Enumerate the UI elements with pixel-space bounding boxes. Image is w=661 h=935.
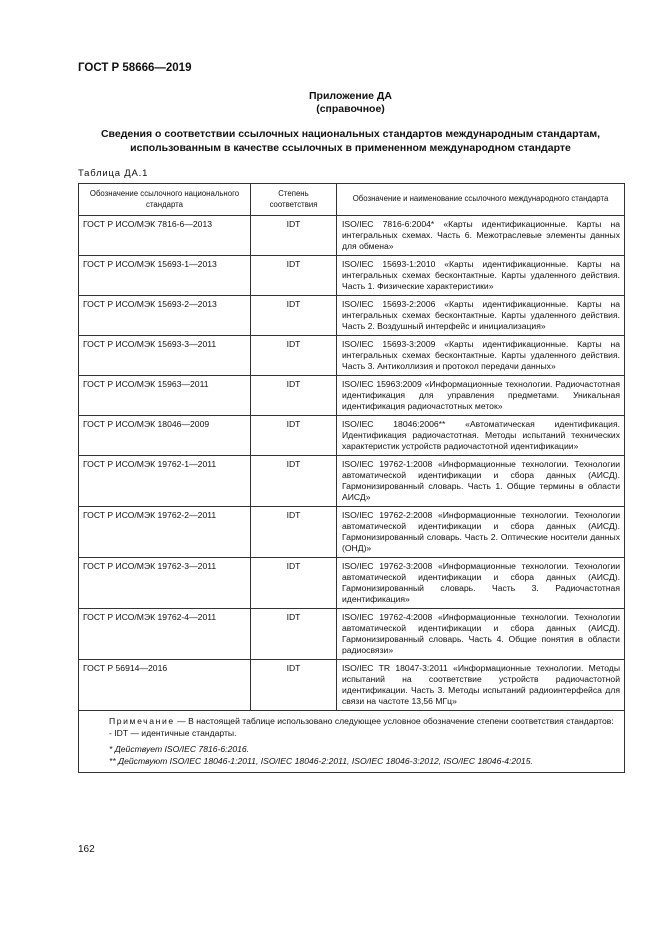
degree-cell: IDT: [251, 336, 337, 376]
national-standard-cell: ГОСТ Р ИСО/МЭК 18046—2009: [79, 416, 251, 456]
note-label: Примечание: [109, 716, 175, 726]
table-row: [79, 296, 625, 336]
table-body: [79, 216, 625, 711]
column-header-national: Обозначение ссылочного национального стандарта: [79, 184, 251, 216]
note-row: [79, 711, 625, 773]
international-standard-cell: ISO/IEC 19762-4:2008 «Информационные технологии. Технологии автоматической идентификации и сбора данных (АИСД). Гармонизированный словарь. Часть 4. Общие понятия в области радиосвязи»: [337, 609, 625, 660]
international-standard-cell: ISO/IEC 19762-3:2008 «Информационные технологии. Технологии автоматической идентификации и сбора данных (АИСД). Гармонизированный словарь. Часть 3. Радиочастотная идентификация»: [337, 558, 625, 609]
note-item: - IDT — идентичные стандарты.: [109, 727, 237, 738]
international-standard-cell: ISO/IEC 7816-6:2004* «Карты идентификационные. Карты на интегральных схемах. Часть 6. Межотраслевые элементы данных для обмена»: [337, 216, 625, 256]
table-row: [79, 609, 625, 660]
appendix-heading: [78, 90, 623, 116]
international-standard-cell: ISO/IEC TR 18047-3:2011 «Информационные технологии. Методы испытаний на соответствие устройств радиочастотной идентификации. Часть 3. Методы испытаний радиоинтерфейса для связи на частоте 13,56 МГц»: [337, 660, 625, 711]
note-cell: [79, 711, 625, 773]
table-row: [79, 558, 625, 609]
table-header-row: [79, 184, 625, 216]
international-standard-cell: ISO/IEC 15693-3:2009 «Карты идентификационные. Карты на интегральных схемах бесконтактные. Карты удаленного действия. Часть 3. Антиколлизия и протокол передачи данных»: [337, 336, 625, 376]
national-standard-cell: ГОСТ Р ИСО/МЭК 19762-2—2011: [79, 507, 251, 558]
footnote: ** Действуют ISO/IEC 18046-1:2011, ISO/IEC 18046-2:2011, ISO/IEC 18046-3:2012, ISO/IEC 18046-4:2015.: [109, 755, 533, 766]
international-standard-cell: ISO/IEC 15693-2:2006 «Карты идентификационные. Карты на интегральных схемах бесконтактные. Карты удаленного действия. Часть 2. Воздушный интерфейс и инициализация»: [337, 296, 625, 336]
international-standard-cell: ISO/IEC 15693-1:2010 «Карты идентификационные. Карты на интегральных схемах бесконтактные. Карты удаленного действия. Часть 1. Физические характеристики»: [337, 256, 625, 296]
column-header-degree: Степень соответствия: [251, 184, 337, 216]
appendix-subtitle: (справочное): [316, 103, 385, 115]
degree-cell: IDT: [251, 216, 337, 256]
note-paragraph: [87, 716, 616, 728]
document-code: ГОСТ Р 58666—2019: [78, 62, 192, 74]
degree-cell: IDT: [251, 416, 337, 456]
table-row: [79, 456, 625, 507]
degree-cell: IDT: [251, 256, 337, 296]
column-header-international: Обозначение и наименование ссылочного международного стандарта: [337, 184, 625, 216]
table-row: [79, 507, 625, 558]
table-row: [79, 376, 625, 416]
section-title-line: Сведения о соответствии ссылочных национальных стандартов международным стандартам,: [100, 128, 601, 140]
correspondence-table: [78, 183, 625, 773]
national-standard-cell: ГОСТ Р ИСО/МЭК 19762-4—2011: [79, 609, 251, 660]
degree-cell: IDT: [251, 296, 337, 336]
page-number: 162: [78, 844, 95, 855]
footnote: * Действует ISO/IEC 7816-6:2016.: [109, 744, 250, 754]
degree-cell: IDT: [251, 609, 337, 660]
national-standard-cell: ГОСТ Р ИСО/МЭК 15693-1—2013: [79, 256, 251, 296]
national-standard-cell: ГОСТ Р ИСО/МЭК 15963—2011: [79, 376, 251, 416]
national-standard-cell: ГОСТ Р ИСО/МЭК 19762-1—2011: [79, 456, 251, 507]
appendix-title: Приложение ДА: [309, 90, 392, 102]
table-row: [79, 660, 625, 711]
degree-cell: IDT: [251, 507, 337, 558]
national-standard-cell: ГОСТ Р ИСО/МЭК 19762-3—2011: [79, 558, 251, 609]
section-title-line: использованным в качестве ссылочных в примененном международном стандарте: [130, 141, 571, 154]
degree-cell: IDT: [251, 558, 337, 609]
degree-cell: IDT: [251, 456, 337, 507]
table-row: [79, 256, 625, 296]
table-row: [79, 216, 625, 256]
degree-cell: IDT: [251, 660, 337, 711]
international-standard-cell: ISO/IEC 18046:2006** «Автоматическая идентификация. Идентификация радиочастотная. Методы испытаний технических характеристик устройств радиочастотной идентификации»: [337, 416, 625, 456]
table-row: [79, 416, 625, 456]
table-row: [79, 336, 625, 376]
degree-cell: IDT: [251, 376, 337, 416]
section-title: [78, 128, 623, 155]
note-text: — В настоящей таблице использовано следующее условное обозначение степени соответствия стандартов:: [174, 716, 614, 726]
international-standard-cell: ISO/IEC 19762-2:2008 «Информационные технологии. Технологии автоматической идентификации и сбора данных (АИСД). Гармонизированный словарь. Часть 2. Оптические носители данных (ОНД)»: [337, 507, 625, 558]
national-standard-cell: ГОСТ Р ИСО/МЭК 15693-3—2011: [79, 336, 251, 376]
international-standard-cell: ISO/IEC 15963:2009 «Информационные технологии. Радиочастотная идентификация для управления предметами. Уникальная идентификация радиочастотных меток»: [337, 376, 625, 416]
national-standard-cell: ГОСТ Р ИСО/МЭК 15693-2—2013: [79, 296, 251, 336]
national-standard-cell: ГОСТ Р ИСО/МЭК 7816-6—2013: [79, 216, 251, 256]
international-standard-cell: ISO/IEC 19762-1:2008 «Информационные технологии. Технологии автоматической идентификации и сбора данных (АИСД). Гармонизированный словарь. Часть 1. Общие термины в области АИСД»: [337, 456, 625, 507]
table-caption: Таблица ДА.1: [78, 168, 149, 179]
national-standard-cell: ГОСТ Р 56914—2016: [79, 660, 251, 711]
